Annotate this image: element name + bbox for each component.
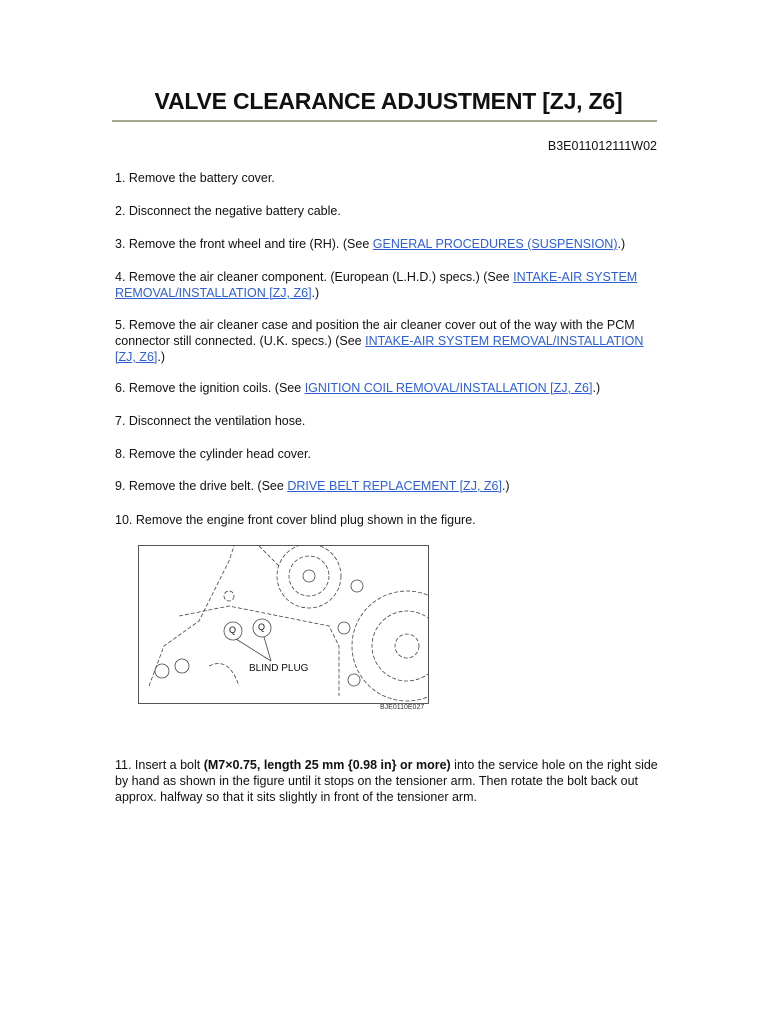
step-text: into the service hole on the right side by hand as shown in the figure until it stops on the tensioner arm. Then rotate the bolt back out approx. halfway so that it sits slightly in front of the tensioner arm. bbox=[115, 758, 658, 804]
callout-label: Q bbox=[229, 625, 237, 635]
step-7: 7. Disconnect the ventilation hose. bbox=[115, 414, 306, 428]
link-ignition-coil[interactable]: IGNITION COIL REMOVAL/INSTALLATION [ZJ, Z6] bbox=[304, 381, 593, 395]
step-text: 3. Remove the front wheel and tire (RH). (See bbox=[115, 237, 373, 251]
step-9 bbox=[115, 478, 660, 494]
link-drive-belt[interactable]: DRIVE BELT REPLACEMENT [ZJ, Z6] bbox=[287, 479, 502, 493]
engine-front-cover-figure bbox=[138, 545, 429, 704]
step-11 bbox=[115, 757, 660, 805]
step-10: 10. Remove the engine front cover blind plug shown in the figure. bbox=[115, 513, 476, 527]
step-text: .) bbox=[617, 237, 626, 251]
blind-plug-label: BLIND PLUG bbox=[249, 663, 309, 674]
step-text: .) bbox=[157, 350, 166, 364]
step-text: .) bbox=[592, 381, 601, 395]
step-text: 9. Remove the drive belt. (See bbox=[115, 479, 288, 493]
step-text: 6. Remove the ignition coils. (See bbox=[115, 381, 305, 395]
step-text: .) bbox=[311, 286, 320, 300]
callout-label: Q bbox=[258, 622, 266, 632]
link-intake-air-system[interactable]: INTAKE-AIR SYSTEM REMOVAL/INSTALLATION [ZJ, Z6] bbox=[115, 270, 638, 300]
step-5 bbox=[115, 317, 660, 365]
step-text: 11. Insert a bolt bbox=[115, 758, 204, 772]
page-title: VALVE CLEARANCE ADJUSTMENT [ZJ, Z6] bbox=[154, 88, 623, 114]
step-text: 5. Remove the air cleaner case and position the air cleaner cover out of the way with the PCM connector still connected. (U.K. specs.) (See bbox=[115, 318, 635, 348]
bolt-spec: (M7×0.75, length 25 mm {0.98 in} or more) bbox=[203, 758, 451, 772]
step-3 bbox=[115, 236, 660, 252]
link-general-procedures[interactable]: GENERAL PROCEDURES (SUSPENSION) bbox=[372, 237, 618, 251]
step-text: 4. Remove the air cleaner component. (European (L.H.D.) specs.) (See bbox=[115, 270, 514, 284]
link-intake-air-system[interactable]: INTAKE-AIR SYSTEM REMOVAL/INSTALLATION [ZJ, Z6] bbox=[115, 334, 644, 364]
step-6 bbox=[115, 380, 660, 396]
step-4 bbox=[115, 269, 660, 301]
step-2: 2. Disconnect the negative battery cable. bbox=[115, 204, 341, 218]
engine-diagram-illustration bbox=[139, 546, 428, 703]
figure-code: BJE0110E027 bbox=[380, 704, 425, 711]
document-code: B3E011012111W02 bbox=[547, 139, 657, 153]
title-divider bbox=[112, 120, 657, 122]
step-1: 1. Remove the battery cover. bbox=[115, 171, 275, 185]
step-8: 8. Remove the cylinder head cover. bbox=[115, 447, 311, 461]
step-text: .) bbox=[501, 479, 510, 493]
